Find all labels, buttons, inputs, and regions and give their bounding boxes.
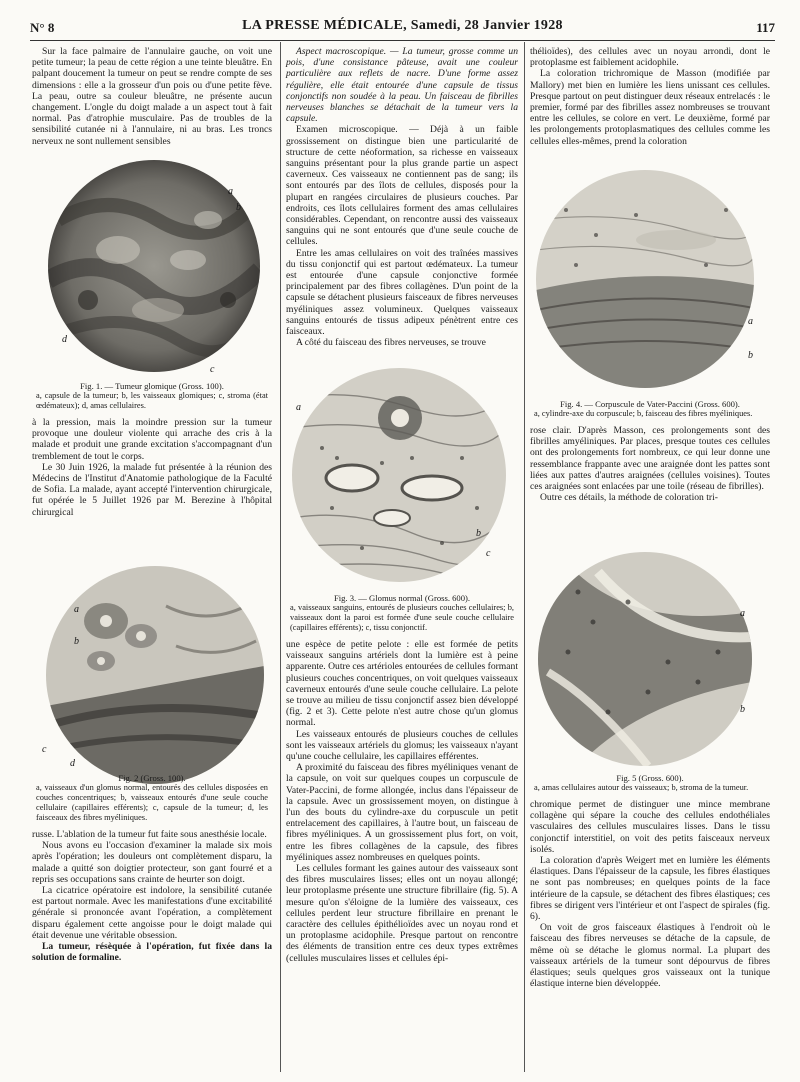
figure-4-caption xyxy=(530,399,770,419)
paragraph: une espèce de petite pelote : elle est formée de petits vaisseaux sanguins artériels dont la lumière est à peine apparente. Outre ces artérioles entourées de cellules formant plusieurs couches concentriques, on voit quelques vaisseaux caverneux entourés d'une seule couche cellulaire. La pelote se trouve au milieu de tissu conjonctif assez bien développé (fig. 2 et 3). Cette pelote n'est autre chose qu'un glomus normal. xyxy=(286,639,518,729)
figure-3-title: Fig. 3. — Glomus normal (Gross. 600). xyxy=(333,593,471,603)
column-3 xyxy=(530,46,770,147)
fig3-label-c: c xyxy=(486,548,491,559)
figure-2-title: Fig. 2 (Gross. 100). xyxy=(118,773,186,783)
journal-title: LA PRESSE MÉDICALE, Samedi, 28 Janvier 1928 xyxy=(242,18,563,33)
figure-5-legend: a, amas cellulaires autour des vaisseaux; b, stroma de la tumeur. xyxy=(534,783,749,792)
paragraph: russe. L'ablation de la tumeur fut faite sous anesthésie locale. xyxy=(32,829,267,840)
column-3-cont xyxy=(530,396,770,503)
paragraph: chromique permet de distinguer une mince membrane collagène qui sépare la couche des cellules endothéliales vasculaires des cellules musculaires lisses. Dans le tissu conjonctif interstitiel, on voit des petits faisceaux nerveux isolés. xyxy=(530,799,770,855)
figure-3-legend: a, vaisseaux sanguins, entourés de plusieurs couches cellulaires; b, vaisseaux dont la paroi est formée d'une seule couche cellulaire (capillaires efférents); c, tissu conjonctif. xyxy=(290,603,514,632)
figure-1-legend: a, capsule de la tumeur; b, les vaisseaux glomiques; c, stroma (état œdémateux); d, amas cellulaires. xyxy=(36,391,268,410)
paragraph: On voit de gros faisceaux élastiques à l'endroit où le faisceau des fibres nerveuses se détache de la capsule, de même où se détache le glomus normal. La plupart des vaisseaux artériels de la tumeur sont dépourvus de fibres élastiques; seuls quelques gros vaisseaux ont la tunique élastique interne bien développée. xyxy=(530,922,770,990)
figure-4-legend: a, cylindre-axe du corpuscule; b, faisceau des fibres myéliniques. xyxy=(534,409,753,418)
column-2 xyxy=(286,46,518,348)
paragraph: Examen microscopique. — Déjà à un faible grossissement on distingue bien une particularité de structure de cette néoformation, sa richesse en vaisseaux sanguins présentant pour la plus grande partie un aspect caverneux. Ces vaisseaux ne contiennent pas de sang; ils sont entourés par des îlots de cellules, disposés pour la plupart en rangées circulaires de plusieurs couches. Par endroits, ces îlots cellulaires forment des amas cellulaires considérables. Cependant, on rencontre aussi des vaisseaux sanguins qui ne sont entourés que d'une seule couche de cellules. xyxy=(286,124,518,248)
figure-2-legend: a, vaisseaux d'un glomus normal, entourés des cellules disposées en couches concentriques; b, vaisseaux entourés d'une seule couche cellulaire (capillaires efférents); c, capsule de la tumeur; d, les faisceaux des fibres myéliniques. xyxy=(36,783,268,822)
figure-3-caption xyxy=(286,593,518,633)
column-1 xyxy=(32,46,272,147)
column-rule-1 xyxy=(280,42,281,1072)
column-3-bottom xyxy=(530,770,770,989)
fig4-label-a: a xyxy=(748,316,753,327)
paragraph: La cicatrice opératoire est indolore, la sensibilité cutanée est partout normale. Avec les manifestations d'une excitabilité générale si prononcée avant l'opération, a complètement disparu également cette angoisse pour le doigt malade qui était devenue une véritable obsession. xyxy=(32,885,272,941)
figure-5-caption xyxy=(530,773,770,793)
fig1-label-c: c xyxy=(210,364,215,375)
fig1-label-d: d xyxy=(62,334,67,345)
paragraph: Les vaisseaux entourés de plusieurs couches de cellules sont les vaisseaux artériels du glomus; les vaisseaux n'ayant qu'une couche cellulaire, les capillaires efférentes. xyxy=(286,728,518,763)
fig5-label-a: a xyxy=(740,608,745,619)
issue-number: N° 8 xyxy=(30,20,55,35)
fig4-label-b: b xyxy=(748,350,753,361)
paragraph: A côté du faisceau des fibres nerveuses, se trouve xyxy=(296,337,486,349)
figure-4-title: Fig. 4. — Corpuscule de Vater-Paccini (Gross. 600). xyxy=(560,399,740,409)
fig3-label-a: a xyxy=(296,402,301,413)
figure-4-micrograph xyxy=(536,170,754,388)
figure-1-caption xyxy=(32,381,272,411)
paragraph: A proximité du faisceau des fibres myéliniques venant de la capsule, on voit sur quelques coupes un corpuscule de Vater-Paccini, de forme allongée, inclus dans l'épaisseur de la capsule. Avec un grossissement moyen, on distingue à l'un des bouts du cylindre-axe du corpuscule un petit entrelacement des capillaires, à l'autre bout, un faisceau de fibres myéliniques. A un grossissement plus fort, on voit, entre les fibres collagènes de la capsule, des fibres myéliniques assez nombreuses en quelques points. xyxy=(286,762,518,863)
column-1-bottom xyxy=(32,770,272,963)
paragraph: Outre ces détails, la méthode de coloration tri- xyxy=(540,492,718,504)
fig2-label-c: c xyxy=(42,744,47,755)
figure-2-caption xyxy=(32,773,272,823)
paragraph: Nous avons eu l'occasion d'examiner la malade six mois après l'opération; les douleurs ont complètement disparu, la malade a quitté son doigtier protecteur, son gant fourré et a repris ses occupations sans crainte de heurter son doigt. xyxy=(32,840,272,885)
paragraph: Les cellules formant les gaines autour des vaisseaux sont des fibres musculaires lisses; elles ont un noyau allongé; leur protoplasme présente une structure fibrillaire (fig. 5). A mesure qu'on s'éloigne de la lumière des vaisseaux, ces cellules perdent leur structure fibrillaire en prenant le caractère des cellules épithélioïdes avec un noyau rond et un protoplasme acidophile. Presque partout on rencontre des éléments de transition entre ces deux types extrêmes (cellules musculaires lisses et cellules épi- xyxy=(286,863,518,964)
fig2-label-b: b xyxy=(74,636,79,647)
fig2-label-a: a xyxy=(74,604,79,615)
paragraph: thélioïdes), des cellules avec un noyau arrondi, dont le protoplasme est faiblement acidophile. xyxy=(530,46,770,69)
figure-5-title: Fig. 5 (Gross. 600). xyxy=(616,773,684,783)
paragraph: Entre les amas cellulaires on voit des traînées massives du tissu conjonctif qui est partout œdémateux. La tumeur est entourée d'une capsule conjonctive formée principalement par des fibres collagènes. D'un point de la capsule se détachent plusieurs faisceaux de fibres nerveuses myéliniques assez volumineux. Quelques vaisseaux sanguins entourés de tissus adipeux pénètrent entre ces faisceaux. xyxy=(286,247,518,338)
figure-5-micrograph xyxy=(538,552,752,766)
column-1-cont xyxy=(32,378,272,518)
paragraph: rose clair. D'après Masson, ces prolongements sont des fibrilles amyéliniques. Par places, presque toutes ces cellules ont des prolongements fort nombreux, ce qui leur donne une ressemblance frappante avec une araignée dont les pattes sont liées aux pattes d'autres araignées (cellules voisines). Toutes ces araignées sont enlacées par une toile (réseau de fibrilles). xyxy=(530,425,770,493)
column-2-cont xyxy=(286,590,518,964)
paragraph: Le 30 Juin 1926, la malade fut présentée à la réunion des Médecins de l'Institut d'Anatomie pathologique de la Faculté de Sofia. La malade, ayant accepté l'intervention chirurgicale, fut opérée le 5 Juillet 1926 par M. Berezine à l'hôpital chirurgical xyxy=(32,461,272,518)
figure-2-micrograph xyxy=(46,566,264,784)
fig3-label-b: b xyxy=(476,528,481,539)
paragraph: La coloration trichromique de Masson (modifiée par Mallory) met bien en lumière les liens unissant ces cellules. Presque partout on peut distinguer deux réseaux entrelacés : le premier, formé par des fibrilles assez nombreuses se trouvant entre les cellules, se colore en vert. Le deuxième, formé par les prolongements protoplasmatiques des cellules comme les cellules elles-mêmes, prend la coloration xyxy=(530,68,770,147)
paragraph: à la pression, mais la moindre pression sur la tumeur provoque une douleur violente qui arrache des cris à la malade et produit une grande excitation s'accompagnant d'un tremblement de tout le corps. xyxy=(32,417,272,462)
page-header xyxy=(30,18,775,40)
paragraph: Aspect macroscopique. — La tumeur, grosse comme un pois, d'une consistance pâteuse, avait une couleur particulière aux reflets de nacre. D'une forme assez régulière, elle était entourée d'une capsule de tissus conjonctifs non soudée à la peau. Un faisceau de fibrilles nerveuses blanches se détachait de la tumeur vers la capsule. xyxy=(286,46,518,125)
column-rule-2 xyxy=(524,42,525,1072)
fig1-label-b: b xyxy=(236,202,241,213)
figure-1-title: Fig. 1. — Tumeur glomique (Gross. 100). xyxy=(80,381,224,391)
fig2-label-d: d xyxy=(70,758,75,769)
figure-3-micrograph xyxy=(292,368,506,582)
paragraph: Sur la face palmaire de l'annulaire gauche, on voit une petite tumeur; la peau de cette région a une teinte bleuâtre. En palpant doucement la tumeur on peut se rendre compte de ses dimensions : elle a la grosseur d'un pois ou d'une petite fève. La peau, outre sa couleur bleuâtre, ne présente aucun changement. L'ongle du doigt malade a un aspect tout à fait normal. Pas d'atrophie musculaire. Pas de troubles de la sensibilité cutanée ni à l'annulaire, ni au bras. Les troncs nerveux ne sont nullement sensibles xyxy=(32,46,272,147)
header-rule xyxy=(30,40,775,41)
fig5-label-b: b xyxy=(740,704,745,715)
page-number: 117 xyxy=(756,20,775,35)
fig1-label-a: a xyxy=(228,186,233,197)
paragraph: La tumeur, résèquée à l'opération, fut fixée dans la solution de formaline. xyxy=(32,941,272,964)
paragraph: La coloration d'après Weigert met en lumière les éléments élastiques. Dans l'épaisseur de la capsule, les fibres élastiques ne sont pas nombreuses; en quelques points de la face intérieure de la capsule, se détachent des fibres élastiques; ces fibres se dirigent vers l'intérieur et ont l'aspect de spirales (fig. 6). xyxy=(530,855,770,923)
